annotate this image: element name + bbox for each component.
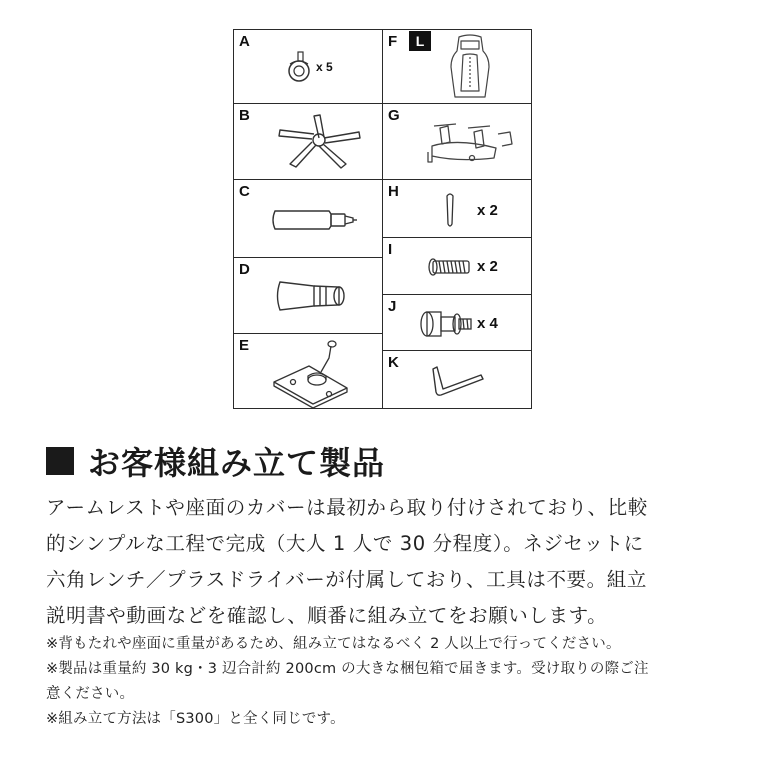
- part-h-cell: [382, 179, 532, 238]
- note-line-2: ※製品は重量約 30 kg・3 辺合計約 200cm の大きな梱包箱で届きます。受け取りの際ご注: [46, 661, 649, 677]
- part-j-qty: x 4: [477, 315, 498, 332]
- tilt-mechanism-icon: [269, 338, 359, 408]
- part-a-qty: x 5: [316, 60, 333, 74]
- note-line-3: 意ください。: [46, 686, 135, 702]
- star-base-icon: [274, 112, 364, 172]
- part-d-letter: D: [239, 261, 250, 278]
- seat-with-armrests-icon: [418, 118, 518, 168]
- part-b-cell: [233, 103, 383, 180]
- note-line-1: ※背もたれや座面に重量があるため、組み立てはなるべく 2 人以上で行ってください。: [46, 636, 621, 652]
- part-e-cell: [233, 333, 383, 409]
- part-h-qty: x 2: [477, 202, 498, 219]
- part-h-letter: H: [388, 183, 399, 200]
- gas-lift-icon: [269, 205, 359, 235]
- part-g-letter: G: [388, 107, 400, 124]
- part-a-letter: A: [239, 33, 250, 50]
- heading-square-icon: [46, 447, 74, 475]
- part-i-letter: I: [388, 241, 393, 258]
- caster-wheel-icon: [284, 50, 314, 84]
- section-heading: [46, 438, 385, 484]
- bolt-icon: [427, 255, 473, 279]
- body-line-3: 六角レンチ／プラスドライバーが付属しており、工具は不要。組立: [46, 568, 647, 591]
- part-a-cell: [233, 29, 383, 104]
- side-cover-icon: [443, 190, 457, 230]
- part-b-letter: B: [239, 107, 250, 124]
- part-j-cell: [382, 294, 532, 351]
- body-line-2: 的シンプルな工程で完成（大人 1 人で 30 分程度）。ネジセットに: [46, 532, 644, 555]
- part-f-cell: [382, 29, 532, 104]
- body-line-1: アームレストや座面のカバーは最初から取り付けされており、比較: [46, 496, 648, 519]
- part-f-letter: F: [388, 33, 398, 50]
- hex-wrench-icon: [427, 361, 487, 401]
- backrest-icon: [445, 33, 495, 101]
- part-i-cell: [382, 237, 532, 295]
- cylinder-cover-icon: [274, 276, 349, 316]
- part-k-cell: [382, 350, 532, 409]
- heading-text: お客様組み立て製品: [88, 444, 386, 482]
- part-c-cell: [233, 179, 383, 258]
- body-line-4: 説明書や動画などを確認し、順番に組み立てをお願いします。: [46, 604, 608, 627]
- part-e-letter: E: [239, 337, 250, 354]
- spacer-bolt-icon: [419, 307, 475, 341]
- part-k-letter: K: [388, 354, 399, 371]
- part-d-cell: [233, 257, 383, 334]
- part-c-letter: C: [239, 183, 250, 200]
- size-l-badge: L: [409, 31, 431, 51]
- part-g-cell: [382, 103, 532, 180]
- part-j-letter: J: [388, 298, 397, 315]
- note-line-4: ※組み立て方法は「S300」と全く同じです。: [46, 711, 345, 727]
- part-i-qty: x 2: [477, 258, 498, 275]
